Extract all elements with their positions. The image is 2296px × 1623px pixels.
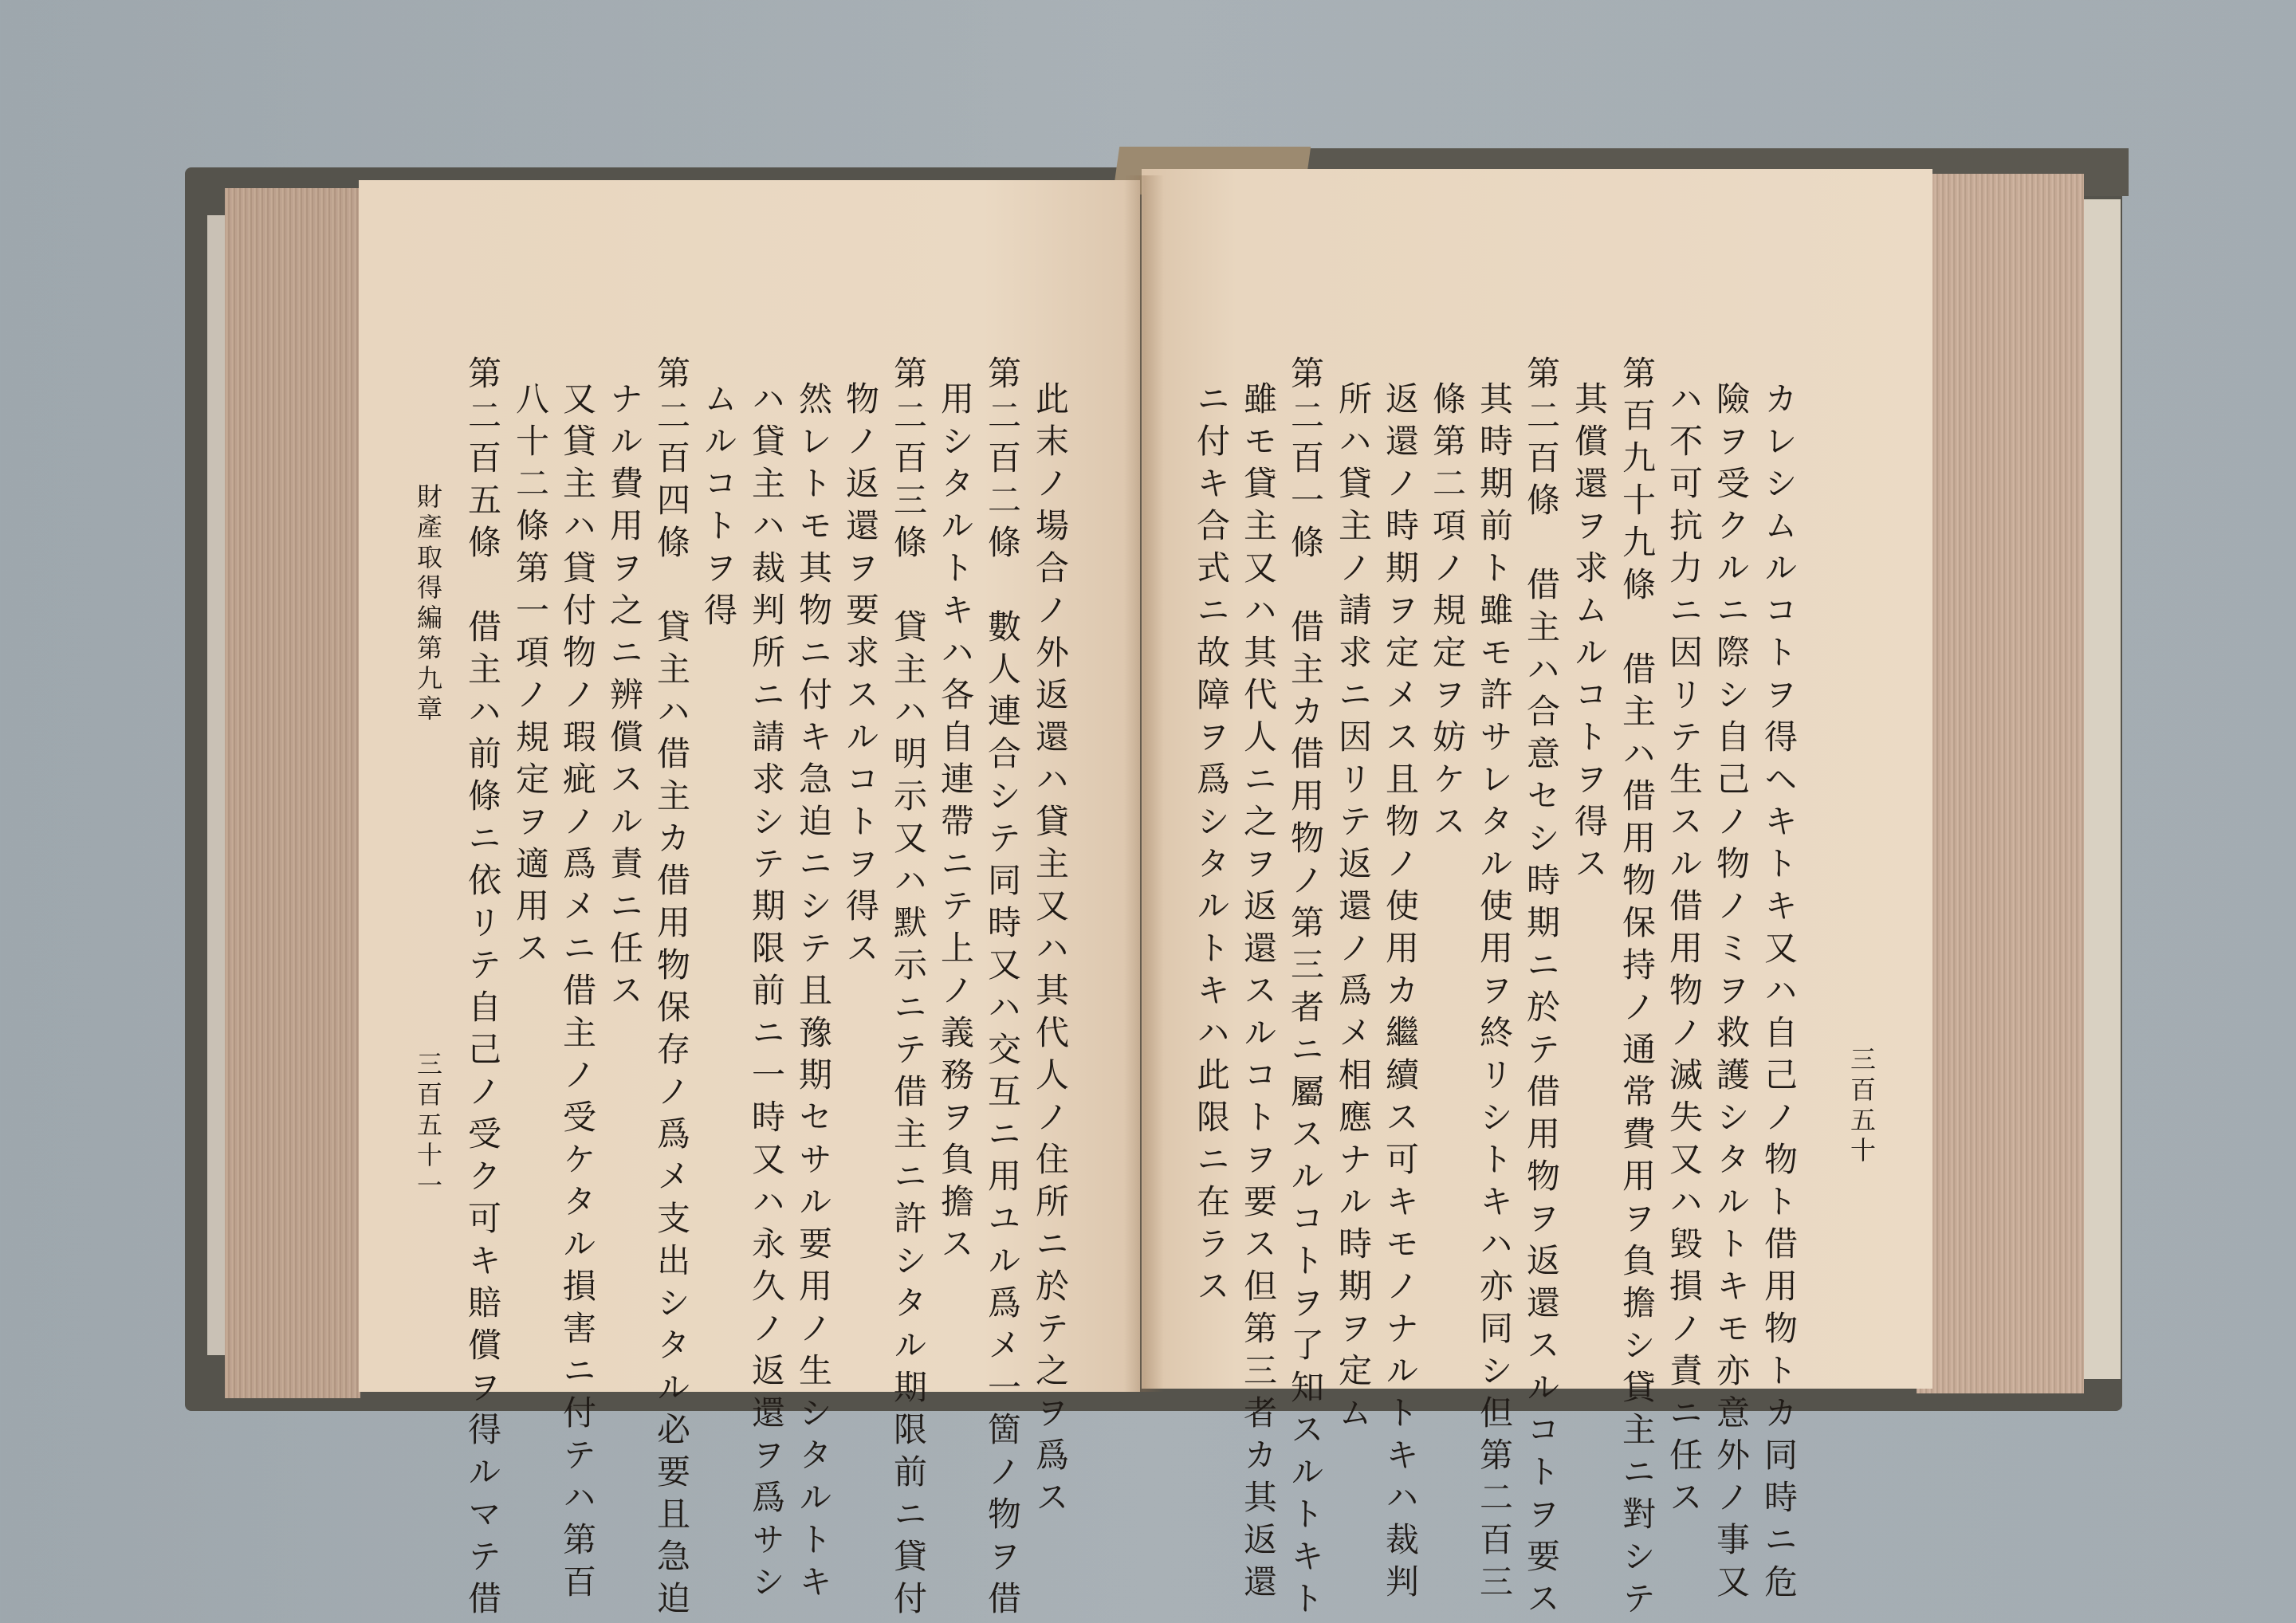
text-line: ニ付キ合式ニ故障ヲ爲シタルトキハ此限ニ在ラス bbox=[1192, 381, 1231, 1311]
text-line: ハ貸主ハ裁判所ニ請求シテ期限前ニ一時又ハ永久ノ返還ヲ爲サシ bbox=[747, 381, 786, 1606]
text-line: 其時期前ト雖モ許サレタル使用ヲ終リシトキハ亦同シ但第二百三 bbox=[1475, 381, 1514, 1606]
text-line: 然レトモ其物ニ付キ急迫ニシテ且豫期セサル要用ノ生シタルトキ bbox=[794, 381, 833, 1606]
left-page-edges bbox=[225, 188, 360, 1398]
text-line: 雖モ貸主又ハ其代人ニ之ヲ返還スルコトヲ要ス但第三者カ其返還 bbox=[1239, 381, 1278, 1606]
running-head: 財產取得編第九章 bbox=[413, 483, 443, 725]
article-line: 第百九十九條 借主ハ借用物保持ノ通常費用ヲ負擔シ貸主ニ對シテ bbox=[1618, 356, 1657, 1623]
page-number-left: 三百五十一 bbox=[413, 1051, 443, 1202]
page-number-right: 三百五十 bbox=[1846, 1046, 1877, 1167]
text-line: 物ノ返還ヲ要求スルコトヲ得ス bbox=[841, 381, 880, 973]
text-line: 此末ノ場合ノ外返還ハ貸主又ハ其代人ノ住所ニ於テ之ヲ爲ス bbox=[1031, 381, 1070, 1522]
text-line: 返還ノ時期ヲ定メス且物ノ使用カ繼續ス可キモノナルトキハ裁判 bbox=[1381, 381, 1420, 1606]
right-page-edges bbox=[1917, 174, 2084, 1393]
article-line: 第二百二條 數人連合シテ同時又ハ交互ニ用ユル爲メ一箇ノ物ヲ借 bbox=[983, 356, 1022, 1623]
text-line: 八十二條第一項ノ規定ヲ適用ス bbox=[511, 381, 550, 973]
text-line: ムルコトヲ得 bbox=[699, 381, 738, 635]
article-line: 第二百一條 借主カ借用物ノ第三者ニ屬スルコトヲ了知スルトキト bbox=[1286, 356, 1325, 1623]
text-line: 條第二項ノ規定ヲ妨ケス bbox=[1428, 381, 1467, 846]
text-line: ナル費用ヲ之ニ辨償スル責ニ任ス bbox=[605, 381, 644, 1015]
text-line: カレシムルコトヲ得ヘキトキ又ハ自己ノ物ト借用物トカ同時ニ危 bbox=[1759, 381, 1799, 1606]
text-line: 所ハ貸主ノ請求ニ因リテ返還ノ爲メ相應ナル時期ヲ定ム bbox=[1334, 381, 1373, 1437]
text-line: 用シタルトキハ各自連帶ニテ上ノ義務ヲ負擔ス bbox=[936, 381, 975, 1268]
text-line: 其償還ヲ求ムルコトヲ得ス bbox=[1570, 381, 1609, 888]
text-line: 又貸主ハ貸付物ノ瑕疵ノ爲メニ借主ノ受ケタル損害ニ付テハ第百 bbox=[558, 381, 597, 1606]
gutter bbox=[1124, 175, 1164, 1392]
article-line: 第二百四條 貸主ハ借主カ借用物保存ノ爲メ支出シタル必要且急迫 bbox=[652, 356, 691, 1623]
article-line: 第二百五條 借主ハ前條ニ依リテ自己ノ受ク可キ賠償ヲ得ルマテ借 bbox=[463, 356, 502, 1623]
article-line: 第二百三條 貸主ハ明示又ハ默示ニテ借主ニ許シタル期限前ニ貸付 bbox=[889, 356, 928, 1623]
text-line: 險ヲ受クルニ際シ自己ノ物ノミヲ救護シタルトキモ亦意外ノ事又 bbox=[1712, 381, 1751, 1606]
article-line: 第二百條 借主ハ合意セシ時期ニ於テ借用物ヲ返還スルコトヲ要ス bbox=[1522, 356, 1561, 1623]
text-line: ハ不可抗力ニ因リテ生スル借用物ノ滅失又ハ毀損ノ責ニ任ス bbox=[1665, 381, 1704, 1522]
